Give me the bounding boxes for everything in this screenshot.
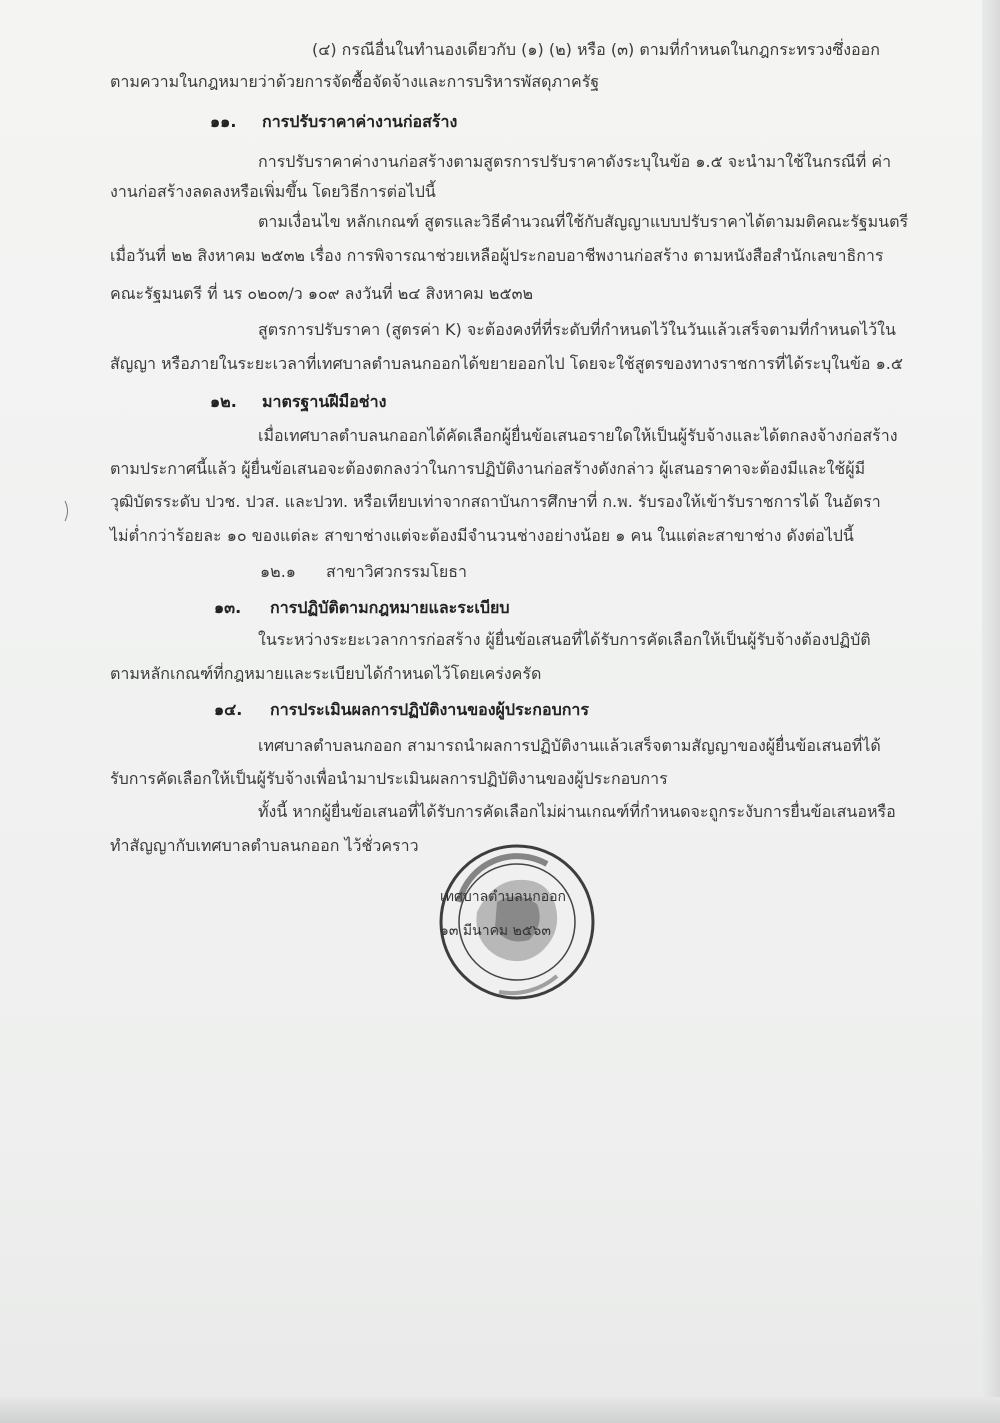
body-text: สัญญา หรือภายในระยะเวลาที่เทศบาลตำบลนกออกได้ขยายออกไป โดยจะใช้สูตรของทางราชการที่ได้ระบุในข้อ ๑.๕: [110, 354, 903, 373]
signature-date: ๑๓ มีนาคม ๒๕๖๓: [440, 923, 551, 939]
margin-pen-mark: [62, 500, 72, 522]
body-text: สูตรการปรับราคา (สูตรค่า K) จะต้องคงที่ที่ระดับที่กำหนดไว้ในวันแล้วเสร็จตามที่กำหนดไว้ใน: [258, 320, 896, 339]
body-text: ตามหลักเกณฑ์ที่กฎหมายและระเบียบได้กำหนดไว้โดยเคร่งครัด: [110, 664, 542, 683]
body-text: ตามเงื่อนไข หลักเกณฑ์ สูตรและวิธีคำนวณที่ใช้กับสัญญาแบบปรับราคาได้ตามมติคณะรัฐมนตรี: [258, 212, 909, 231]
body-text: การปรับราคาค่างานก่อสร้างตามสูตรการปรับราคาดังระบุในข้อ ๑.๕ จะนำมาใช้ในกรณีที่ ค่า: [258, 152, 892, 171]
section-number: ๑๔.: [214, 700, 243, 719]
clause-text: ตามความในกฎหมายว่าด้วยการจัดซื้อจัดจ้างและการบริหารพัสดุภาครัฐ: [110, 72, 600, 91]
body-text: รับการคัดเลือกให้เป็นผู้รับจ้างเพื่อนำมาประเมินผลการปฏิบัติงานของผู้ประกอบการ: [110, 769, 668, 788]
section-number: ๑๒.: [210, 392, 237, 411]
body-text: ทั้งนี้ หากผู้ยื่นข้อเสนอที่ได้รับการคัดเลือกไม่ผ่านเกณฑ์ที่กำหนดจะถูกระงับการยื่นข้อเสนอหรือ: [258, 802, 896, 821]
section-title: การปรับราคาค่างานก่อสร้าง: [262, 112, 458, 131]
signature-org: เทศบาลตำบลนกออก: [440, 889, 566, 905]
body-text: ตามประกาศนี้แล้ว ผู้ยื่นข้อเสนอจะต้องตกลงว่าในการปฏิบัติงานก่อสร้างดังกล่าว ผู้เสนอราคาจะต้องมีและใช้ผู้มี: [110, 459, 866, 478]
section-title: การปฏิบัติตามกฎหมายและระเบียบ: [270, 598, 510, 617]
section-title: มาตรฐานฝีมือช่าง: [262, 392, 387, 411]
body-text: เทศบาลตำบลนกออก สามารถนำผลการปฏิบัติงานแล้วเสร็จตามสัญญาของผู้ยื่นข้อเสนอที่ได้: [258, 736, 881, 755]
section-number: ๑๓.: [214, 598, 242, 617]
item-number: ๑๒.๑: [260, 562, 296, 581]
body-text: เมื่อวันที่ ๒๒ สิงหาคม ๒๕๓๒ เรื่อง การพิจารณาช่วยเหลือผู้ประกอบอาชีพงานก่อสร้าง ตามหนังสือสำนักเลขาธิการ: [110, 246, 884, 265]
body-text: ไม่ต่ำกว่าร้อยละ ๑๐ ของแต่ละ สาขาช่างแต่จะต้องมีจำนวนช่างอย่างน้อย ๑ คน ในแต่ละสาขาช่าง ดังต่อไปนี้: [110, 526, 854, 545]
body-text: คณะรัฐมนตรี ที่ นร ๐๒๐๓/ว ๑๐๙ ลงวันที่ ๒๔ สิงหาคม ๒๕๓๒: [110, 284, 534, 303]
body-text: งานก่อสร้างลดลงหรือเพิ่มขึ้น โดยวิธีการต่อไปนี้: [110, 182, 436, 201]
body-text: ในระหว่างระยะเวลาการก่อสร้าง ผู้ยื่นข้อเสนอที่ได้รับการคัดเลือกให้เป็นผู้รับจ้างต้องปฏิบัติ: [258, 630, 871, 649]
paper-edge-bottom: [0, 1397, 1000, 1423]
body-text: วุฒิบัตรระดับ ปวช. ปวส. และปวท. หรือเทียบเท่าจากสถาบันการศึกษาที่ ก.พ. รับรองให้เข้ารับราชการได้ ในอัตรา: [110, 492, 881, 511]
clause-text: (๔) กรณีอื่นในทำนองเดียวกับ (๑) (๒) หรือ (๓) ตามที่กำหนดในกฎกระทรวงซึ่งออก: [312, 40, 880, 59]
paper-edge-right: [982, 0, 1000, 1423]
section-number: ๑๑.: [210, 112, 237, 131]
item-text: สาขาวิศวกรรมโยธา: [326, 562, 467, 581]
body-text: ทำสัญญากับเทศบาลตำบลนกออก ไว้ชั่วคราว: [110, 836, 419, 855]
section-title: การประเมินผลการปฏิบัติงานของผู้ประกอบการ: [270, 700, 589, 719]
body-text: เมื่อเทศบาลตำบลนกออกได้คัดเลือกผู้ยื่นข้อเสนอรายใดให้เป็นผู้รับจ้างและได้ตกลงจ้างก่อสร้าง: [258, 426, 898, 445]
